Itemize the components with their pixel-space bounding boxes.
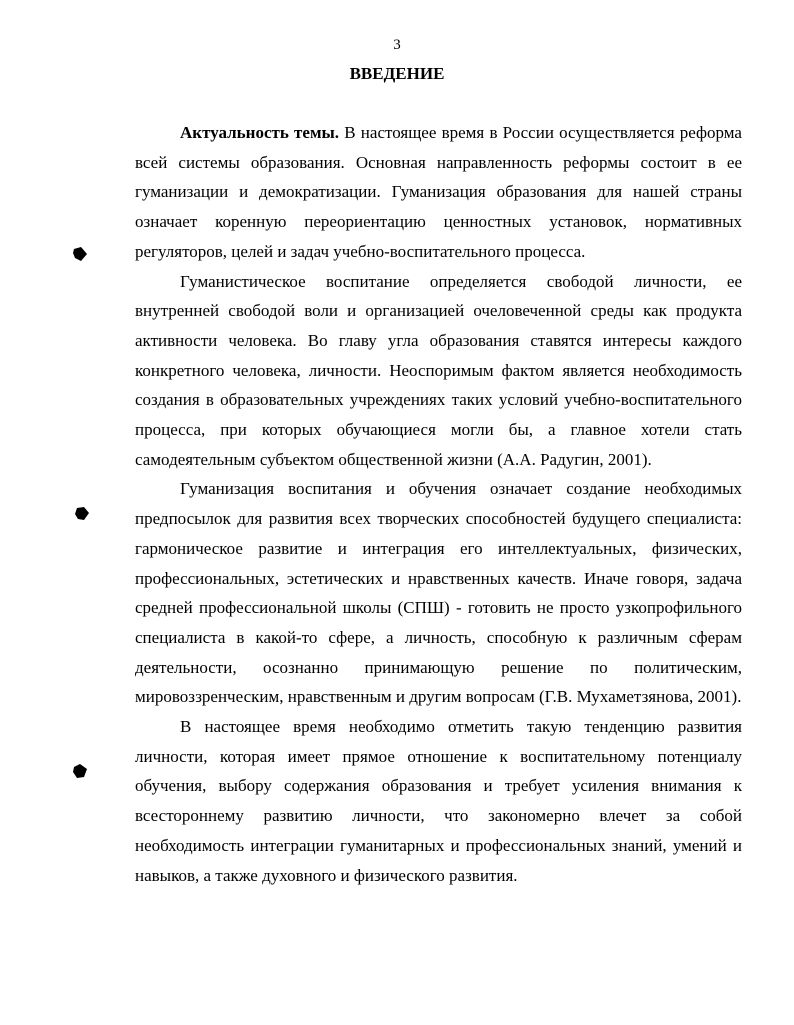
paragraph-2-text: Гуманистическое воспитание определяется свободой личности, ее внутренней свободой воли и организацией очеловеченной среды как продукта активности человека. Во главу угла образования ставятся интересы каждого конкретного человека, личности. Неоспоримым фактом является необходимость создания в образовательных учреждениях таких условий учебно-воспитательного процесса, при которых обучающиеся могли бы, а главное хотели стать самодеятельным субъектом общественной жизни (А.А. Радугин, 2001). bbox=[135, 271, 742, 469]
scan-mark-icon bbox=[72, 246, 86, 260]
paragraph-1 bbox=[135, 118, 742, 267]
scan-mark-icon bbox=[72, 763, 86, 777]
body-text bbox=[135, 118, 742, 890]
paragraph-4-text: В настоящее время необходимо отметить такую тенденцию развития личности, которая имеет прямое отношение к воспитательному потенциалу обучения, выбору содержания образования и требует усиления внимания к всестороннему развитию личности, что закономерно влечет за собой необходимость интеграции гуманитарных и профессиональных знаний, умений и навыков, а также духовного и физического развития. bbox=[135, 717, 742, 885]
paragraph-3 bbox=[135, 474, 742, 712]
paragraph-1-text: В настоящее время в России осуществляется реформа всей системы образования. Основная направленность реформы состоит в ее гуманизации и демократизации. Гуманизация образования для нашей страны означает коренную переориентацию ценностных установок, нормативных регуляторов, целей и задач учебно-воспитательного процесса. bbox=[135, 123, 742, 261]
scan-mark-icon bbox=[74, 506, 88, 520]
page-number: 3 bbox=[393, 37, 401, 53]
lead-phrase: Актуальность темы. bbox=[180, 123, 340, 142]
paragraph-2 bbox=[135, 267, 742, 475]
paragraph-4 bbox=[135, 712, 742, 890]
paragraph-3-text: Гуманизация воспитания и обучения означает создание необходимых предпосылок для развития всех творческих способностей будущего специалиста: гармоническое развитие и интеграция его интеллектуальных, физических, профессиональных, эстетических и нравственных качеств. Иначе говоря, задача средней профессиональной школы (СПШ) - готовить не просто узкопрофильного специалиста в какой-то сфере, а личность, способную к различным сферам деятельности, осознанно принимающую решение по политическим, мировоззренческим, нравственным и другим вопросам (Г.В. Мухаметзянова, 2001). bbox=[135, 479, 742, 707]
page-heading: ВВЕДЕНИЕ bbox=[349, 64, 445, 83]
